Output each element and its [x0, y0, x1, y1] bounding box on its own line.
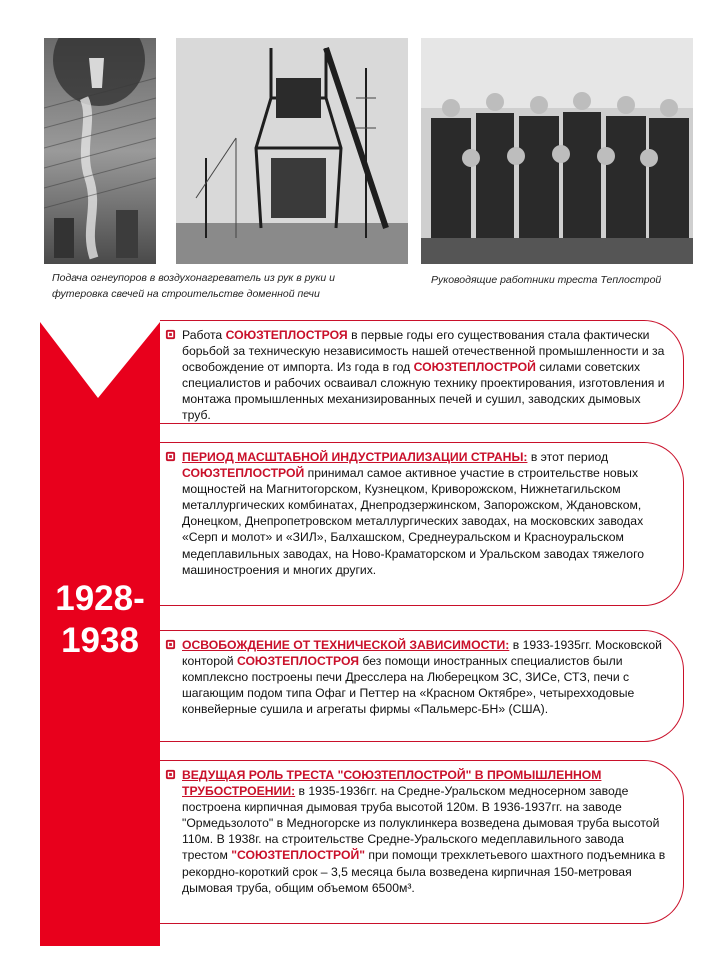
section-heading: ПЕРИОД МАСШТАБНОЙ ИНДУСТРИАЛИЗАЦИИ СТРАНЫ: — [182, 450, 528, 464]
photo-caption-right: Руководящие работники треста Теплострой — [431, 274, 662, 286]
bullet-icon — [165, 639, 176, 650]
section-text-3: ОСВОБОЖДЕНИЕ ОТ ТЕХНИЧЕСКОЙ ЗАВИСИМОСТИ: в 1933-1935гг. Московской конторой СОЮЗТЕПЛОСТРОЯ без помощи иностранных специалистов были комплексно построены печи Дресслера на Люберецком ЗС, ЗИСе, СТЗ, печи с шагающим подом типа Офаг и Петтер на «Красном Октябре», четырехходовые конвейерные сушила и агрегаты фирмы «Пальмерс-БН» (США). — [182, 638, 662, 717]
section-box-3 — [160, 630, 684, 742]
year-start: 1928- — [55, 579, 145, 618]
photo-caption-left: Подача огнеупоров в воздухонагреватель из рук в руки и футеровка свечей на строительстве доменной печи — [52, 272, 335, 300]
section-box-4 — [160, 760, 684, 924]
year-end: 1938 — [61, 621, 139, 660]
bullet-icon — [165, 451, 176, 462]
section-text-4: ВЕДУЩАЯ РОЛЬ ТРЕСТА "СОЮЗТЕПЛОСТРОЙ" В ПРОМЫШЛЕННОМ ТРУБОСТРОЕНИИ: в 1935-1936гг. на Средне-Уральском медносерном заводе построена кирпичная дымовая труба высотой 120м. В 1936-1937гг. на заводе "Ормедьзолото" в Медногорске из полуклинкера возведена дымовая труба высотой 110м. В 1938г. на строительстве Средне-Уральского медеплавильного завода трестом "СОЮЗТЕПЛОСТРОЙ" при помощи трехклетьевого шахтного подъемника в рекордно-короткий срок – 3,5 месяца была возведена кирпичная 150-метровая дымовая труба, общим объемом 6500м³. — [182, 768, 666, 895]
section-text-2: ПЕРИОД МАСШТАБНОЙ ИНДУСТРИАЛИЗАЦИИ СТРАНЫ: в этот период СОЮЗТЕПЛОСТРОЙ принимал самое активное участие в строительстве новых мощностей на Магнитогорском, Кузнецком, Криворожском, Нижнетагильском металлургических комбинатах, Днепродзержинском, Запорожском, Ждановском, Донецком, Днепропетровском металлургических заводах, на московских заводах «Серп и молот» и «ЗИЛ», Балхашском, Среднеуральском и Красноуральском медеплавильных заводах, на Ново-Краматорском и Уральском заводах тяжелого машиностроения и многих других. — [182, 450, 645, 577]
bullet-icon — [165, 769, 176, 780]
section-box-1 — [160, 320, 684, 424]
bullet-icon — [165, 329, 176, 340]
section-box-2 — [160, 442, 684, 606]
year-range — [40, 578, 160, 662]
section-heading: ВЕДУЩАЯ РОЛЬ ТРЕСТА "СОЮЗТЕПЛОСТРОЙ" В ПРОМЫШЛЕННОМ ТРУБОСТРОЕНИИ: — [182, 768, 602, 799]
section-text-1: Работа СОЮЗТЕПЛОСТРОЯ в первые годы его существования стала фактически борьбой за техническую независимость нашей отечественной промышленности и за освобождение от импорта. Из года в год СОЮЗТЕПЛОСТРОЙ силами советских специалистов и рабочих осваивал сложную технику проектирования, изготовления и монтажа промышленных механизированных печей и сушил, заводских дымовых труб. — [182, 328, 665, 423]
section-heading: ОСВОБОЖДЕНИЕ ОТ ТЕХНИЧЕСКОЙ ЗАВИСИМОСТИ: — [182, 638, 510, 652]
